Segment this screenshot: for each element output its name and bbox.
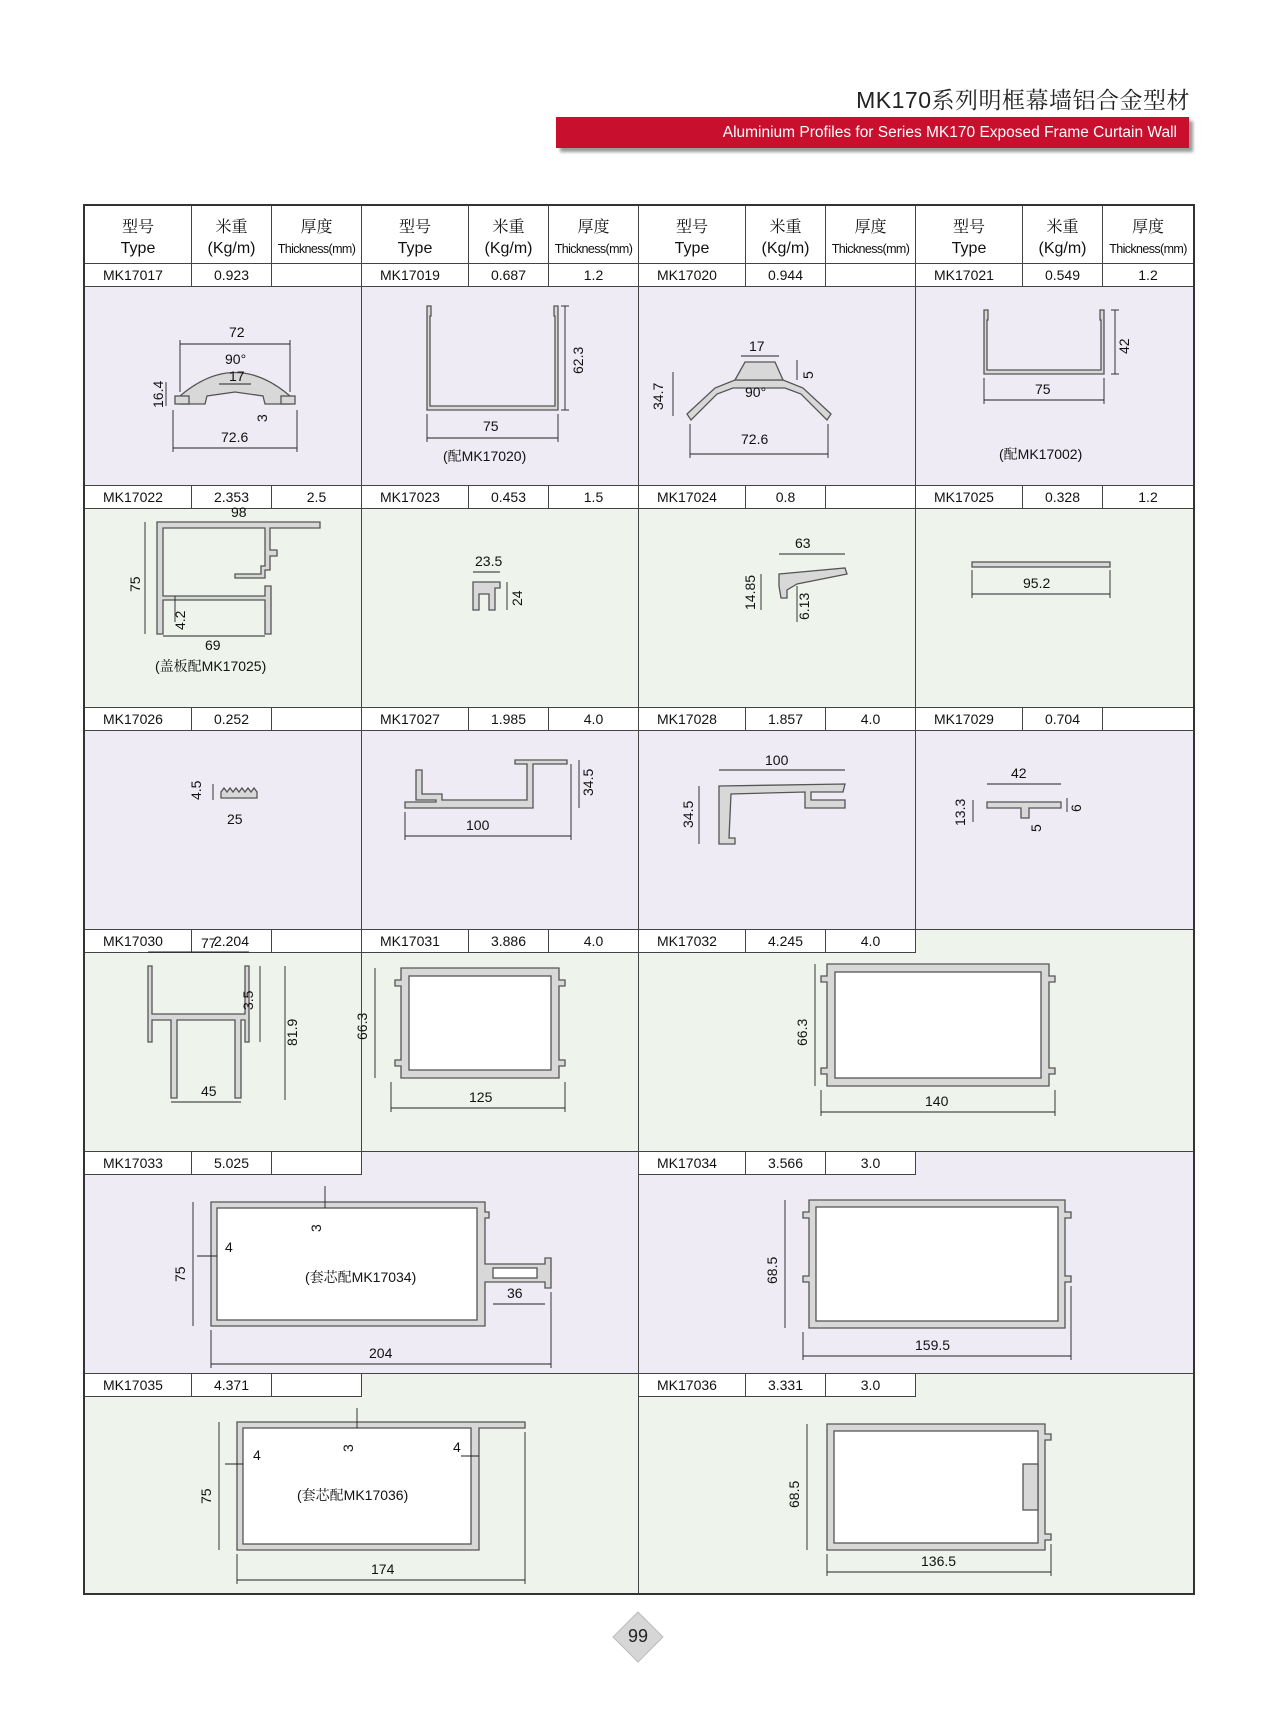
weight-cell: 0.704 <box>1023 708 1103 730</box>
thickness-cell: 3.0 <box>826 1152 916 1174</box>
thickness-cell: 2.5 <box>272 486 362 508</box>
band-1-drawings <box>85 264 1193 486</box>
profile-drawing-mk17020 <box>650 338 831 458</box>
dimension-label: 4 <box>225 1239 233 1255</box>
dimension-label: 25 <box>227 811 243 827</box>
header-type: 型号 Type <box>639 206 746 264</box>
dimension-label: 140 <box>925 1093 949 1109</box>
weight-cell: 3.566 <box>746 1152 826 1174</box>
page-title: MK170系列明框幕墙铝合金型材 <box>856 87 1190 113</box>
thickness-cell: 3.0 <box>826 1374 916 1396</box>
dimension-label: 72.6 <box>221 429 249 445</box>
profile-band-3 <box>85 708 1193 930</box>
profile-drawing-mk17022 <box>127 504 320 674</box>
profile-band-5 <box>85 1152 1193 1374</box>
weight-cell: 0.687 <box>469 264 549 286</box>
dimension-label: 5 <box>800 371 816 379</box>
type-cell: MK17025 <box>916 486 1023 508</box>
type-cell: MK17031 <box>362 930 469 952</box>
header-thickness: 厚度 Thickness(mm) <box>1109 219 1187 256</box>
profile-drawing-mk17019 <box>427 306 586 464</box>
dimension-label: 4 <box>253 1447 261 1463</box>
dimension-label: 72.6 <box>741 431 769 447</box>
profile-drawing-mk17032 <box>794 964 1055 1116</box>
type-cell: MK17036 <box>639 1374 746 1396</box>
profile-drawing-mk17034 <box>764 1200 1071 1360</box>
weight-cell: 1.985 <box>469 708 549 730</box>
thickness-cell: 4.0 <box>549 930 639 952</box>
header-thickness: 厚度 Thickness(mm) <box>826 206 916 264</box>
dimension-label: 5 <box>1028 824 1044 832</box>
thickness-cell: 1.5 <box>549 486 639 508</box>
profile-band-2 <box>85 486 1193 708</box>
dimension-label: 24 <box>509 590 525 606</box>
weight-cell: 0.549 <box>1023 264 1103 286</box>
type-cell: MK17019 <box>362 264 469 286</box>
dimension-label: 4.5 <box>188 780 204 800</box>
thickness-cell: 4.0 <box>826 930 916 952</box>
weight-cell: 0.944 <box>746 264 826 286</box>
dimension-label: 95.2 <box>1023 575 1051 591</box>
dimension-label: 75 <box>1035 381 1051 397</box>
dimension-label: 90° <box>745 384 767 400</box>
dimension-label: 3 <box>254 414 270 422</box>
type-cell: MK17023 <box>362 486 469 508</box>
dimension-label: 98 <box>231 504 247 520</box>
dimension-label: 6.13 <box>796 592 812 620</box>
dimension-label: 16.4 <box>150 380 166 408</box>
page-subtitle-bar: Aluminium Profiles for Series MK170 Exposed Frame Curtain Wall <box>556 117 1189 148</box>
weight-cell: 4.371 <box>192 1374 272 1396</box>
thickness-cell: 4.0 <box>549 708 639 730</box>
dimension-label: 90° <box>225 351 247 367</box>
type-cell: MK17033 <box>85 1152 192 1174</box>
dimension-label: 72 <box>229 324 245 340</box>
dimension-label: 66.3 <box>354 1012 370 1040</box>
band-2-drawings <box>85 486 1193 708</box>
profile-drawing-mk17023 <box>473 553 525 610</box>
type-cell: MK17034 <box>639 1152 746 1174</box>
dimension-label: 34.5 <box>580 768 596 796</box>
dimension-label: 34.5 <box>680 800 696 828</box>
dimension-label: 81.9 <box>284 1018 300 1046</box>
type-cell: MK17029 <box>916 708 1023 730</box>
type-cell: MK17024 <box>639 486 746 508</box>
dimension-label: 62.3 <box>570 346 586 374</box>
dimension-label: 3 <box>308 1224 324 1232</box>
dimension-label: 4.2 <box>172 610 188 630</box>
page-number: 99 <box>627 1626 649 1646</box>
weight-cell: 0.8 <box>746 486 826 508</box>
thickness-cell: 1.2 <box>549 264 639 286</box>
type-cell: MK17027 <box>362 708 469 730</box>
header-weight: 米重 (Kg/m) <box>746 206 826 264</box>
band-6-drawings <box>85 1374 1193 1593</box>
weight-cell: 1.857 <box>746 708 826 730</box>
band-4-drawings <box>85 930 1193 1152</box>
header-type: 型号 Type <box>916 206 1023 264</box>
band-5-drawings <box>85 1152 1193 1374</box>
profile-drawing-mk17030 <box>148 935 300 1102</box>
dimension-label: 136.5 <box>921 1553 957 1569</box>
dimension-label: 75 <box>198 1488 214 1504</box>
header-thickness: 厚度 Thickness(mm) <box>549 206 639 264</box>
dimension-label: 100 <box>765 752 789 768</box>
weight-cell: 3.331 <box>746 1374 826 1396</box>
type-cell: MK17030 <box>85 930 192 952</box>
dimension-label: 13.3 <box>952 798 968 826</box>
profile-table <box>83 204 1195 1595</box>
dimension-label: 69 <box>205 637 221 653</box>
profile-note: (套芯配MK17034) <box>305 1269 417 1285</box>
weight-cell: 3.886 <box>469 930 549 952</box>
weight-cell: 4.245 <box>746 930 826 952</box>
profile-drawing-mk17033 <box>172 1186 551 1368</box>
header-type: 型号 Type <box>362 206 469 264</box>
profile-drawing-mk17028 <box>680 752 845 844</box>
profile-drawing-mk17026 <box>188 780 257 827</box>
header-type: 型号 Type <box>85 206 192 264</box>
dimension-label: 204 <box>369 1345 393 1361</box>
profile-note: (套芯配MK17036) <box>297 1487 409 1503</box>
profile-band-4 <box>85 930 1193 1152</box>
profile-band-1 <box>85 264 1193 486</box>
profile-note: (配MK17002) <box>999 446 1083 462</box>
dimension-label: 36 <box>507 1285 523 1301</box>
dimension-label: 23.5 <box>475 553 503 569</box>
type-cell: MK17032 <box>639 930 746 952</box>
dimension-label: 3.5 <box>240 990 256 1010</box>
profile-drawing-mk17035 <box>198 1408 525 1584</box>
dimension-label: 75 <box>483 418 499 434</box>
profile-drawing-mk17036 <box>786 1424 1051 1576</box>
weight-cell: 5.025 <box>192 1152 272 1174</box>
table-header-row <box>85 206 1193 264</box>
type-cell: MK17017 <box>85 264 192 286</box>
profile-drawing-mk17027 <box>405 760 596 840</box>
page-number-badge <box>613 1612 663 1662</box>
type-cell: MK17026 <box>85 708 192 730</box>
weight-cell: 2.204 <box>192 930 272 952</box>
weight-cell: 0.923 <box>192 264 272 286</box>
profile-band-6 <box>85 1374 1193 1593</box>
type-cell: MK17021 <box>916 264 1023 286</box>
dimension-label: 174 <box>371 1561 395 1577</box>
dimension-label: 100 <box>466 817 490 833</box>
header-thickness: 厚度 Thickness(mm) <box>272 206 362 264</box>
header-weight: 米重 (Kg/m) <box>1023 206 1103 264</box>
dimension-label: 77 <box>201 935 217 951</box>
type-cell: MK17028 <box>639 708 746 730</box>
dimension-label: 3 <box>340 1444 356 1452</box>
thickness-cell: 1.2 <box>1103 264 1193 286</box>
weight-cell: 0.453 <box>469 486 549 508</box>
thickness-cell: 4.0 <box>826 708 916 730</box>
dimension-label: 75 <box>172 1266 188 1282</box>
profile-drawing-mk17017 <box>150 324 297 452</box>
profile-drawing-mk17031 <box>354 968 565 1112</box>
weight-cell: 0.328 <box>1023 486 1103 508</box>
type-cell: MK17035 <box>85 1374 192 1396</box>
dimension-label: 17 <box>749 338 765 354</box>
dimension-label: 75 <box>127 576 143 592</box>
dimension-label: 14.85 <box>742 574 758 610</box>
dimension-label: 42 <box>1116 338 1132 354</box>
dimension-label: 4 <box>453 1439 461 1455</box>
dimension-label: 34.7 <box>650 382 666 410</box>
weight-cell: 0.252 <box>192 708 272 730</box>
dimension-label: 17 <box>229 368 245 384</box>
dimension-label: 159.5 <box>915 1337 951 1353</box>
thickness-cell: 1.2 <box>1103 486 1193 508</box>
profile-note: (盖板配MK17025) <box>155 658 267 674</box>
type-cell: MK17020 <box>639 264 746 286</box>
dimension-label: 6 <box>1068 804 1084 812</box>
type-cell: MK17022 <box>85 486 192 508</box>
dimension-label: 66.3 <box>794 1018 810 1046</box>
band-3-drawings <box>85 708 1193 930</box>
profile-drawing-mk17021 <box>984 310 1132 462</box>
weight-cell: 2.353 <box>192 486 272 508</box>
profile-drawing-mk17024 <box>742 535 847 622</box>
dimension-label: 68.5 <box>764 1256 780 1284</box>
header-weight: 米重 (Kg/m) <box>192 206 272 264</box>
dimension-label: 63 <box>795 535 811 551</box>
profile-drawing-mk17029 <box>952 765 1084 832</box>
header-weight: 米重 (Kg/m) <box>469 206 549 264</box>
dimension-label: 45 <box>201 1083 217 1099</box>
profile-note: (配MK17020) <box>443 448 527 464</box>
dimension-label: 42 <box>1011 765 1027 781</box>
profile-drawing-mk17025 <box>972 562 1110 598</box>
dimension-label: 68.5 <box>786 1480 802 1508</box>
dimension-label: 125 <box>469 1089 493 1105</box>
